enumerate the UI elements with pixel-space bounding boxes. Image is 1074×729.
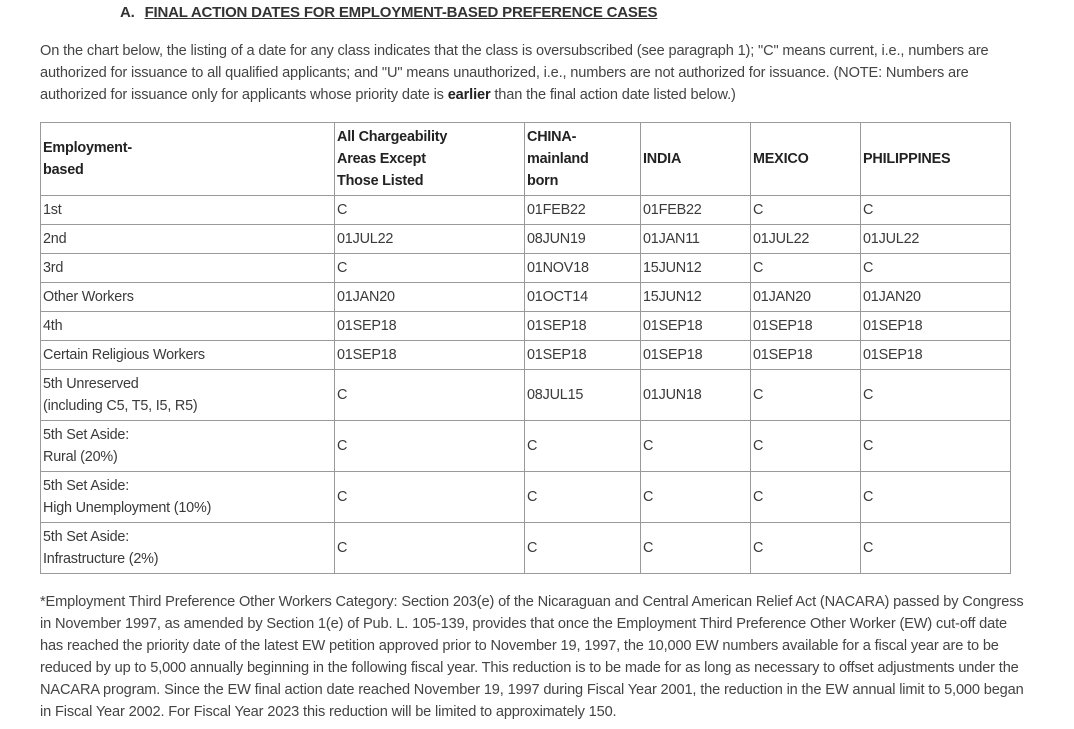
table-row — [41, 421, 1011, 472]
row-label — [41, 421, 335, 472]
cell-mexico: 01SEP18 — [751, 312, 861, 341]
cell-all-chargeability: 01SEP18 — [335, 341, 525, 370]
header-line: MEXICO — [753, 151, 809, 167]
cell-philippines: C — [861, 472, 1011, 523]
cell-all-chargeability: C — [335, 254, 525, 283]
table-row — [41, 341, 1011, 370]
section-number: A. — [120, 4, 135, 21]
cell-all-chargeability: 01JUL22 — [335, 225, 525, 254]
cell-all-chargeability: C — [335, 196, 525, 225]
cell-philippines: C — [861, 254, 1011, 283]
row-label — [41, 283, 335, 312]
cell-mexico: C — [751, 196, 861, 225]
cell-india: 01FEB22 — [641, 196, 751, 225]
intro-bold-word: earlier — [447, 87, 491, 104]
table-row — [41, 283, 1011, 312]
table-row — [41, 312, 1011, 341]
cell-india: 01SEP18 — [641, 341, 751, 370]
cell-all-chargeability: C — [335, 421, 525, 472]
cell-all-chargeability: 01SEP18 — [335, 312, 525, 341]
row-label-line: 5th Set Aside: — [43, 529, 130, 545]
cell-china: C — [525, 523, 641, 574]
header-mexico — [751, 123, 861, 196]
cell-mexico: C — [751, 370, 861, 421]
row-label-line: (including C5, T5, I5, R5) — [43, 398, 198, 414]
table-row — [41, 196, 1011, 225]
header-line: born — [527, 173, 559, 189]
cell-philippines: 01JUL22 — [861, 225, 1011, 254]
cell-mexico: 01SEP18 — [751, 341, 861, 370]
row-label — [41, 312, 335, 341]
row-label-line: 3rd — [43, 260, 64, 276]
table-row — [41, 225, 1011, 254]
section-title: FINAL ACTION DATES FOR EMPLOYMENT-BASED PREFERENCE CASES — [144, 4, 658, 21]
cell-mexico: 01JUL22 — [751, 225, 861, 254]
header-line: Those Listed — [337, 173, 424, 189]
header-philippines — [861, 123, 1011, 196]
intro-paragraph — [40, 40, 1030, 107]
row-label-line: Rural (20%) — [43, 449, 118, 465]
row-label-line: Infrastructure (2%) — [43, 551, 159, 567]
cell-all-chargeability: 01JAN20 — [335, 283, 525, 312]
cell-philippines: C — [861, 370, 1011, 421]
cell-china: 08JUN19 — [525, 225, 641, 254]
cell-all-chargeability: C — [335, 472, 525, 523]
footnote-paragraph: *Employment Third Preference Other Workers Category: Section 203(e) of the Nicaraguan and Central American Relief Act (NACARA) passed by Congress in November 1997, as amended by Section 1(e) of Pub. L. 105-139, provides that once the Employment Third Preference Other Worker (EW) cut-off date has reached the priority date of the latest EW petition approved prior to November 19, 1997, the 10,000 EW numbers available for a fiscal year are to be reduced by up to 5,000 annually beginning in the following fiscal year. This reduction is to be made for as long as necessary to offset adjustments under the NACARA program. Since the EW final action date reached November 19, 1997 during Fiscal Year 2001, the reduction in the EW annual limit to 5,000 began in Fiscal Year 2002. For Fiscal Year 2023 this reduction will be limited to approximately 150. — [40, 594, 1024, 720]
row-label-line: 5th Set Aside: — [43, 427, 130, 443]
row-label — [41, 341, 335, 370]
cell-china: 01NOV18 — [525, 254, 641, 283]
cell-india: C — [641, 472, 751, 523]
cell-philippines: C — [861, 196, 1011, 225]
row-label-line: Certain Religious Workers — [43, 347, 205, 363]
cell-china: 01FEB22 — [525, 196, 641, 225]
header-line: based — [43, 162, 84, 178]
row-label-line: 1st — [43, 202, 62, 218]
cell-philippines: C — [861, 523, 1011, 574]
cell-india: 15JUN12 — [641, 254, 751, 283]
cell-mexico: C — [751, 523, 861, 574]
row-label-line: 5th Set Aside: — [43, 478, 130, 494]
intro-text-1: On the chart below, the listing of a date for any class indicates that the class is oversubscribed (see paragraph 1); "C" means current, i.e., numbers are authorized for issuance to all qualified applicants; and "U" means unauthorized, i.e., numbers are not authorized for issuance. (NOTE: Numbers are authorized for issuance only for applicants whose priority date is — [40, 43, 989, 104]
header-china — [525, 123, 641, 196]
header-line: INDIA — [643, 151, 682, 167]
cell-india: 01SEP18 — [641, 312, 751, 341]
cell-china: 01OCT14 — [525, 283, 641, 312]
cell-mexico: C — [751, 421, 861, 472]
table-row — [41, 472, 1011, 523]
row-label — [41, 370, 335, 421]
table-row — [41, 370, 1011, 421]
row-label — [41, 254, 335, 283]
row-label — [41, 225, 335, 254]
cell-india: 15JUN12 — [641, 283, 751, 312]
cell-all-chargeability: C — [335, 523, 525, 574]
cell-india: C — [641, 421, 751, 472]
cell-china: 08JUL15 — [525, 370, 641, 421]
row-label-line: 4th — [43, 318, 63, 334]
intro-text-2: than the final action date listed below.) — [490, 87, 736, 104]
row-label — [41, 196, 335, 225]
header-line: Areas Except — [337, 151, 426, 167]
row-label-line: High Unemployment (10%) — [43, 500, 212, 516]
cell-all-chargeability: C — [335, 370, 525, 421]
header-line: All Chargeability — [337, 129, 448, 145]
section-heading — [120, 4, 657, 21]
table-row — [41, 254, 1011, 283]
cell-china: C — [525, 472, 641, 523]
cell-india: 01JAN11 — [641, 225, 751, 254]
row-label-line: 5th Unreserved — [43, 376, 139, 392]
cell-philippines: 01SEP18 — [861, 341, 1011, 370]
cell-mexico: C — [751, 472, 861, 523]
cell-china: C — [525, 421, 641, 472]
table-row — [41, 523, 1011, 574]
cell-mexico: 01JAN20 — [751, 283, 861, 312]
cell-china: 01SEP18 — [525, 341, 641, 370]
header-india — [641, 123, 751, 196]
row-label — [41, 523, 335, 574]
cell-philippines: C — [861, 421, 1011, 472]
table-body — [41, 196, 1011, 574]
final-action-dates-table — [40, 122, 1011, 574]
cell-china: 01SEP18 — [525, 312, 641, 341]
header-line: CHINA- — [527, 129, 577, 145]
header-employment-based — [41, 123, 335, 196]
header-all-chargeability — [335, 123, 525, 196]
header-line: PHILIPPINES — [863, 151, 951, 167]
cell-india: C — [641, 523, 751, 574]
cell-philippines: 01SEP18 — [861, 312, 1011, 341]
row-label-line: 2nd — [43, 231, 67, 247]
row-label — [41, 472, 335, 523]
cell-mexico: C — [751, 254, 861, 283]
row-label-line: Other Workers — [43, 289, 134, 305]
cell-india: 01JUN18 — [641, 370, 751, 421]
header-line: Employment- — [43, 140, 132, 156]
cell-philippines: 01JAN20 — [861, 283, 1011, 312]
header-line: mainland — [527, 151, 589, 167]
table-header-row — [41, 123, 1011, 196]
